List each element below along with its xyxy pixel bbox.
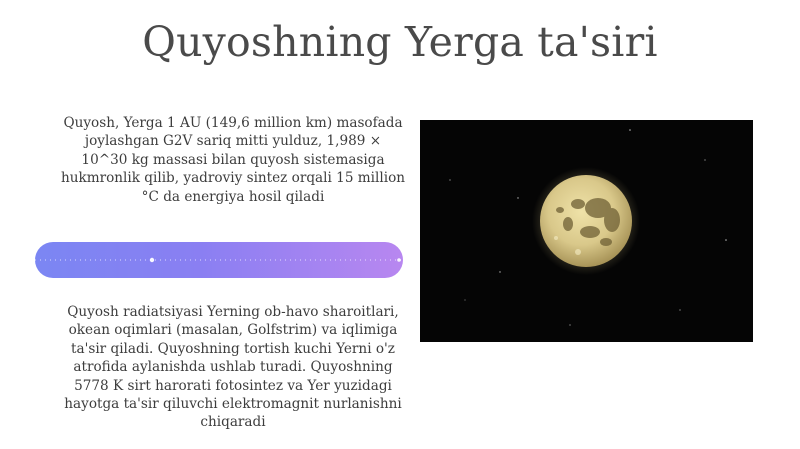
moon-photo — [420, 120, 753, 342]
moon-image — [420, 120, 753, 342]
divider-sparkle-line — [35, 242, 403, 278]
effects-paragraph: Quyosh radiatsiyasi Yerning ob-havo sharoitlari, okean oqimlari (masalan, Golfstrim) va iqlimiga ta'sir qiladi. Quyoshning tortish kuchi Yerni o'z atrofida aylanishda ushlab turadi. Quyoshning 5778 K sirt harorati fotosintez va Yer yuzidagi hayotga ta'sir qiluvchi elektromagnit nurlanishni chiqaradi — [64, 304, 402, 431]
decorative-divider — [35, 242, 403, 278]
intro-paragraph: Quyosh, Yerga 1 AU (149,6 million km) masofada joylashgan G2V sariq mitti yulduz, 1,989 × 10^30 kg massasi bilan quyosh sistemasiga hukmronlik qilib, yadroviy sintez orqali 15 million °C da energiya hosil qiladi — [60, 115, 406, 205]
slide-title: Quyoshning Yerga ta'siri — [142, 18, 658, 66]
